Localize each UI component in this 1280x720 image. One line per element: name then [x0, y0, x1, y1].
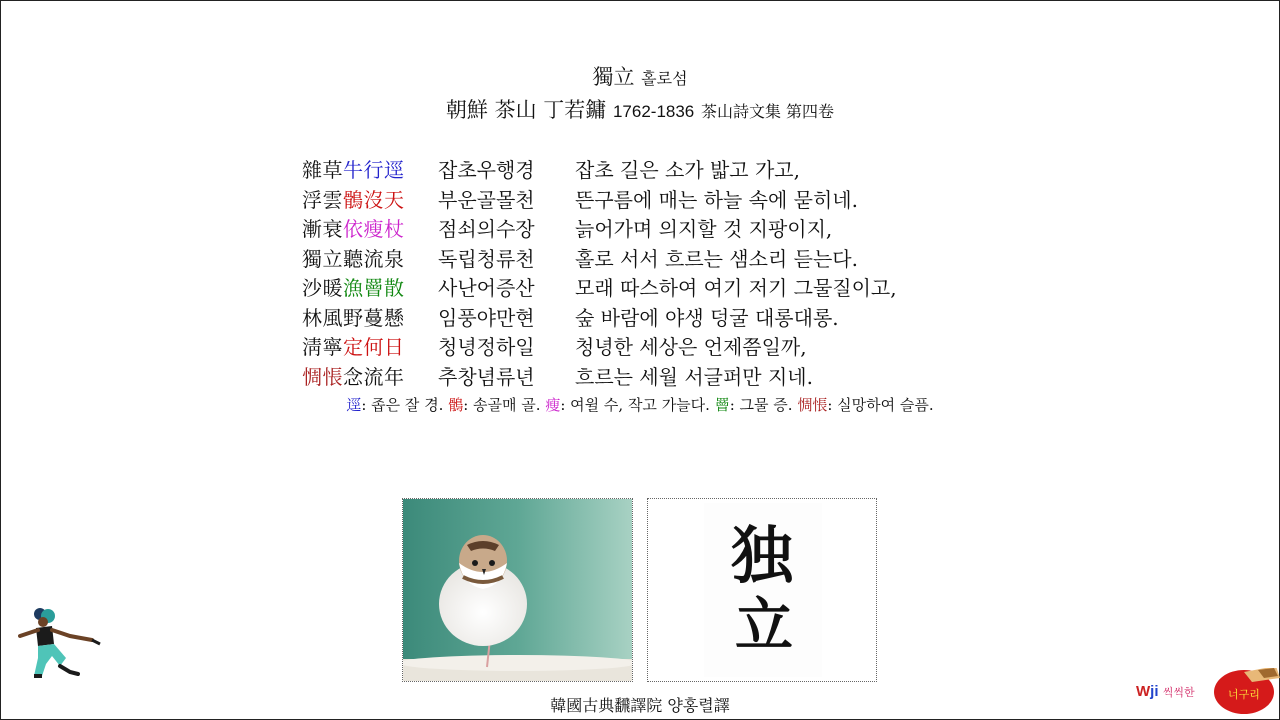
poem-title	[0, 62, 1280, 94]
author-byline	[0, 95, 1280, 127]
hanja-plain: 林風野蔓懸	[302, 305, 405, 330]
hanja-plain: 漸衰	[302, 217, 343, 242]
poem-title-hanja: 獨立	[592, 65, 635, 89]
hanja-highlight: 依瘦杖	[343, 217, 405, 242]
svg-text:너구리: 너구리	[1228, 688, 1260, 701]
poem-line-translation: 늙어가며 의지할 것 지팡이지,	[575, 217, 833, 242]
poem-line-reading: 점쇠의수장	[438, 217, 535, 242]
poem-body	[302, 154, 1042, 390]
calligraphy-panel	[647, 498, 877, 682]
poem-line	[302, 184, 1042, 214]
poem-line-reading: 임풍야만현	[438, 305, 535, 330]
poem-line-reading: 독립청류천	[438, 246, 535, 271]
brand-letter-w: W	[1136, 683, 1151, 700]
poem-line-reading: 잡초우행경	[438, 158, 535, 183]
hanja-highlight: 牛行逕	[343, 158, 405, 183]
glossary-term: 罾	[714, 396, 730, 414]
calligraphy-char-1: 独	[730, 519, 794, 592]
hanja-highlight: 漁罾散	[343, 276, 405, 301]
source-book: 茶山詩文集 第四卷	[700, 102, 835, 121]
poem-line-translation: 숲 바람에 야생 덩굴 대롱대롱.	[575, 305, 839, 330]
poem-line-hanja	[302, 154, 438, 183]
plover-photo	[402, 498, 633, 682]
glossary-gloss: : 그물 증.	[729, 396, 798, 414]
poem-line-hanja	[302, 302, 438, 331]
brand-slogan: 씩씩한	[1162, 687, 1195, 699]
poem-line-hanja	[302, 331, 438, 360]
hanja-plain: 獨立聽流泉	[302, 246, 405, 271]
hanja-plain: 雜草	[302, 158, 343, 183]
poem-line-hanja	[302, 361, 438, 390]
glossary-gloss: : 여윌 수, 작고 가늘다.	[560, 396, 715, 414]
poem-line-hanja	[302, 243, 438, 272]
glossary-term: 鶻	[448, 396, 464, 414]
author-years: 1762-1836	[612, 102, 695, 121]
poem-line-hanja	[302, 213, 438, 242]
glossary-gloss: : 실망하여 슬픔.	[827, 396, 934, 414]
poem-line-translation: 흐르는 세월 서글퍼만 지네.	[575, 364, 813, 389]
glossary-gloss: : 좁은 잘 경.	[361, 396, 449, 414]
poem-line	[302, 243, 1042, 273]
poem-title-korean: 홀로섬	[641, 69, 688, 88]
poem-line-reading: 청녕정하일	[438, 335, 535, 360]
poem-line-hanja	[302, 184, 438, 213]
poem-line	[302, 361, 1042, 391]
poem-line	[302, 213, 1042, 243]
dancer-illustration	[18, 606, 110, 678]
translation-credit: 韓國古典飜譯院 양홍렬譯	[550, 696, 730, 715]
hanja-highlight: 惆悵	[302, 364, 343, 389]
poem-line-reading: 부운골몰천	[438, 187, 535, 212]
glossary-term: 逕	[346, 396, 362, 414]
poem-line-translation: 청녕한 세상은 언제쯤일까,	[575, 335, 807, 360]
glossary-gloss: : 송골매 골.	[463, 396, 546, 414]
calligraphy-char-2: 立	[734, 591, 794, 659]
poem-line	[302, 272, 1042, 302]
poem-line-translation: 잡초 길은 소가 밟고 가고,	[575, 158, 800, 183]
author-name: 朝鮮 茶山 丁若鏞	[445, 98, 607, 122]
poem-line	[302, 331, 1042, 361]
poem-line-translation: 홀로 서서 흐르는 샘소리 듣는다.	[575, 246, 858, 271]
glossary-term: 瘦	[545, 396, 561, 414]
poem-line	[302, 302, 1042, 332]
glossary-term: 惆悵	[797, 396, 828, 414]
hanja-highlight: 定何日	[343, 335, 405, 360]
poem-line-translation: 뜬구름에 매는 하늘 속에 묻히네.	[575, 187, 858, 212]
poem-line-translation: 모래 따스하여 여기 저기 그물질이고,	[575, 276, 897, 301]
glossary-notes	[0, 394, 1280, 415]
poem-line-hanja	[302, 272, 438, 301]
hanja-plain: 淸寧	[302, 335, 343, 360]
poem-line-reading: 추창념류년	[438, 364, 535, 389]
hanja-highlight: 鶻沒天	[343, 187, 405, 212]
hanja-plain: 沙暖	[302, 276, 343, 301]
brand-wordmark	[1136, 683, 1195, 700]
hanja-plain-tail: 念流年	[343, 364, 405, 389]
hanja-plain: 浮雲	[302, 187, 343, 212]
poem-line	[302, 154, 1042, 184]
brand-letters-ji: ji	[1150, 683, 1159, 700]
poem-line-reading: 사난어증산	[438, 276, 535, 301]
